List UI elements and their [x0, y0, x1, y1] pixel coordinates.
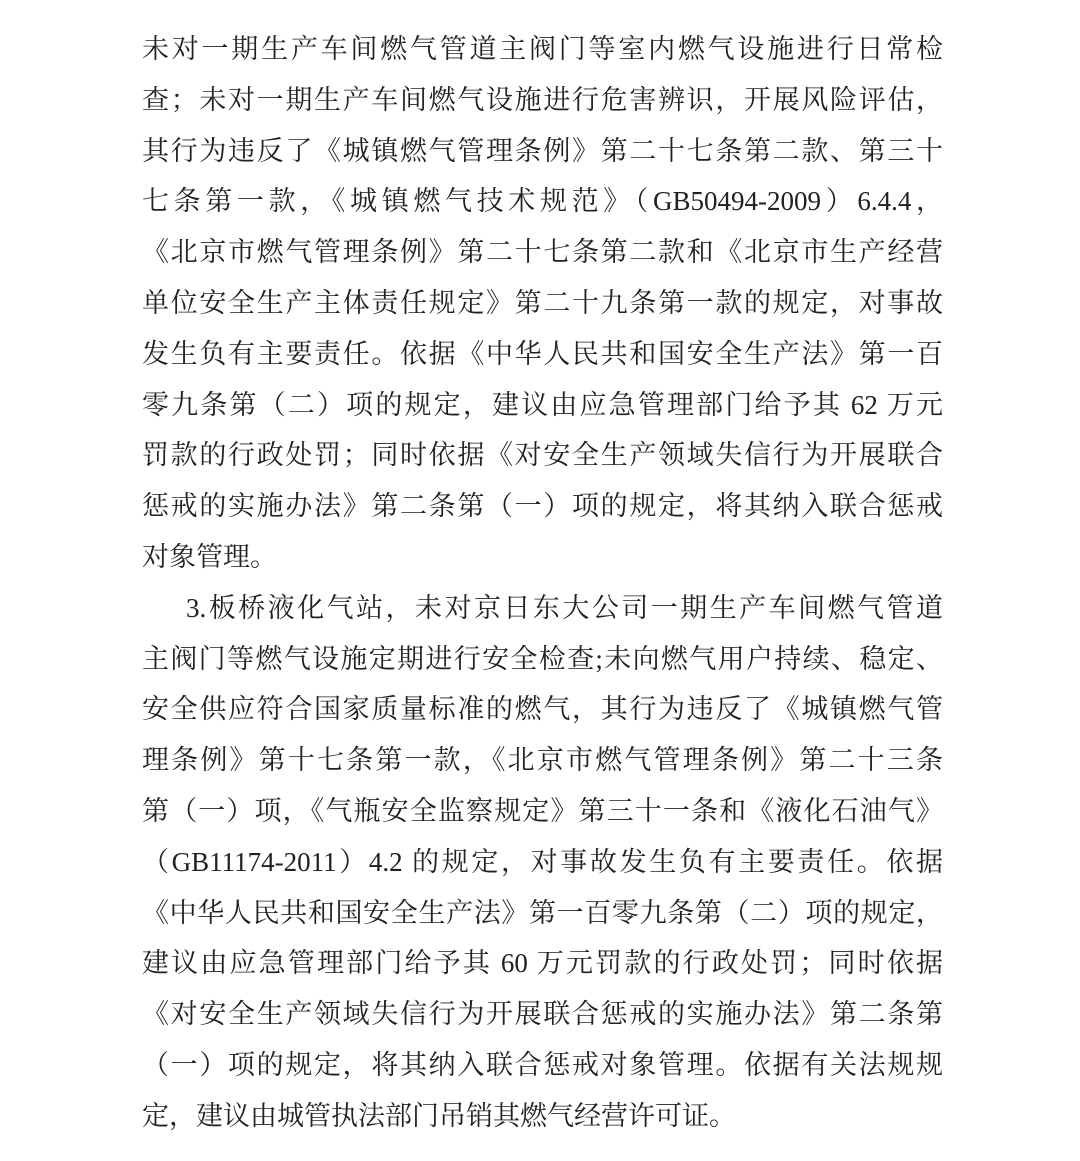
text-line: 《北京市燃气管理条例》第二十七条第二款和《北京市生产经营	[142, 237, 943, 268]
text-line: 对象管理。	[142, 541, 277, 572]
text-line: （GB11174-2011）4.2 的规定，对事故发生负有主要责任。依据	[142, 846, 943, 877]
text-line: 建议由应急管理部门给予其 60 万元罚款的行政处罚；同时依据	[142, 948, 943, 979]
text-line: 罚款的行政处罚；同时依据《对安全生产领域失信行为开展联合	[142, 440, 943, 471]
text-line: 发生负有主要责任。依据《中华人民共和国安全生产法》第一百	[142, 338, 943, 369]
text-line: （一）项的规定，将其纳入联合惩戒对象管理。依据有关法规规	[142, 1049, 943, 1080]
text-line: 《对安全生产领域失信行为开展联合惩戒的实施办法》第二条第	[142, 999, 943, 1030]
paragraph-1	[142, 24, 943, 583]
text-line: 第（一）项，《气瓶安全监察规定》第三十一条和《液化石油气》	[142, 795, 943, 826]
text-line: 理条例》第十七条第一款，《北京市燃气管理条例》第二十三条	[142, 745, 943, 776]
paragraph-2	[142, 583, 943, 1142]
text-line: 3.板桥液化气站，未对京日东大公司一期生产车间燃气管道	[186, 592, 943, 623]
text-line: 安全供应符合国家质量标准的燃气，其行为违反了《城镇燃气管	[142, 694, 943, 725]
text-line: 主阀门等燃气设施定期进行安全检查;未向燃气用户持续、稳定、	[142, 643, 943, 674]
text-line: 单位安全生产主体责任规定》第二十九条第一款的规定，对事故	[142, 287, 943, 318]
text-line: 定，建议由城管执法部门吊销其燃气经营许可证。	[142, 1100, 736, 1131]
text-line: 惩戒的实施办法》第二条第（一）项的规定，将其纳入联合惩戒	[142, 491, 943, 522]
text-line: 未对一期生产车间燃气管道主阀门等室内燃气设施进行日常检	[142, 34, 943, 64]
text-line: 查；未对一期生产车间燃气设施进行危害辨识，开展风险评估，	[142, 84, 943, 115]
text-line: 其行为违反了《城镇燃气管理条例》第二十七条第二款、第三十	[142, 135, 943, 166]
document-text-block	[142, 24, 943, 1142]
text-line: 零九条第（二）项的规定，建议由应急管理部门给予其 62 万元	[142, 389, 943, 420]
text-line: 七条第一款，《城镇燃气技术规范》（GB50494-2009）6.4.4，	[142, 186, 943, 217]
text-line: 《中华人民共和国安全生产法》第一百零九条第（二）项的规定，	[142, 897, 943, 928]
